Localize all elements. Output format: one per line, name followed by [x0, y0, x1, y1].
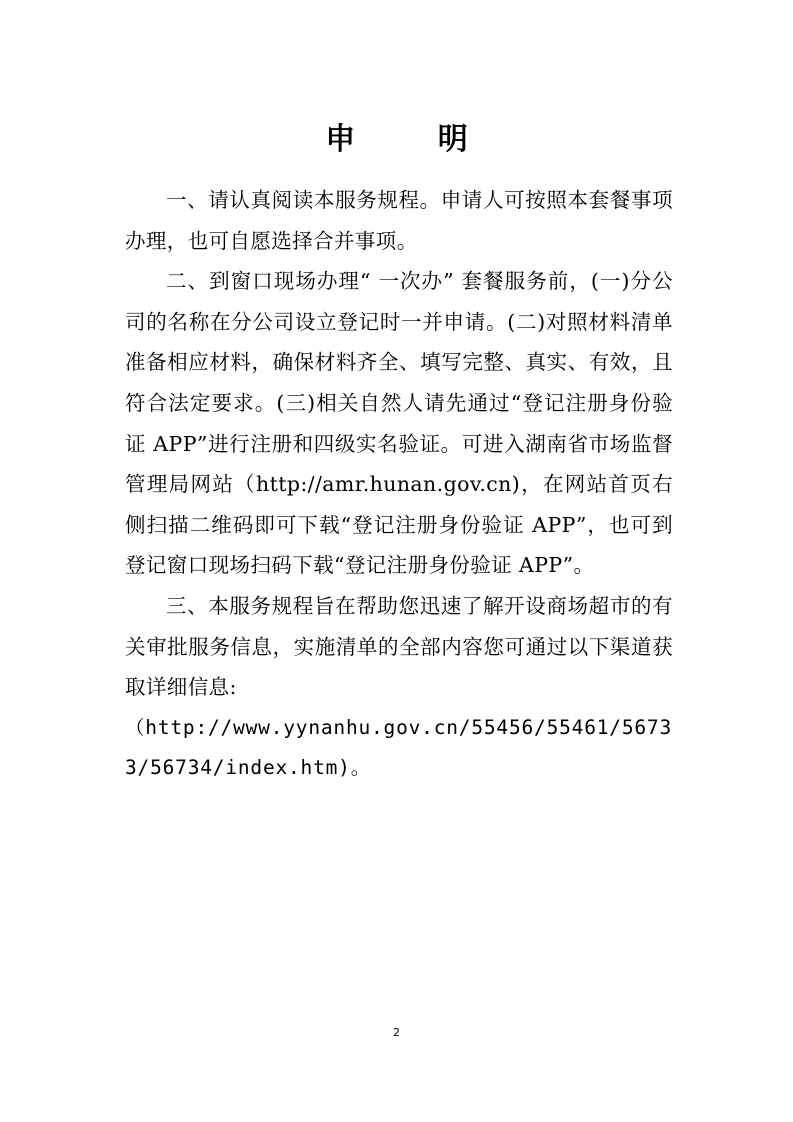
- paragraph-3: 三、本服务规程旨在帮助您迅速了解开设商场超市的有关审批服务信息，实施清单的全部内容您可通过以下渠道获取详细信息:: [125, 593, 673, 700]
- page-number: 2: [393, 1026, 400, 1039]
- reference-url: （http://www.yynanhu.gov.cn/55456/55461/56733/56734/index.htm)。: [125, 715, 672, 780]
- paragraph-2: 二、到窗口现场办理“ 一次办” 套餐服务前，(一)分公司的名称在分公司设立登记时一并申请。(二)对照材料清单准备相应材料，确保材料齐全、填写完整、真实、有效，且符合法定要求。(三)相关自然人请先通过“登记注册身份验证 APP”进行注册和四级实名验证。可进入湖南省市场监督管理局网站（http://amr.hunan.gov.cn)，在网站首页右侧扫描二维码即可下载“登记注册身份验证 APP”，也可到登记窗口现场扫码下载“登记注册身份验证 APP”。: [125, 269, 673, 578]
- page-title: 申 明: [325, 122, 504, 158]
- body-text: [125, 180, 673, 789]
- paragraph-1: 一、请认真阅读本服务规程。申请人可按照本套餐事项办理，也可自愿选择合并事项。: [125, 188, 673, 253]
